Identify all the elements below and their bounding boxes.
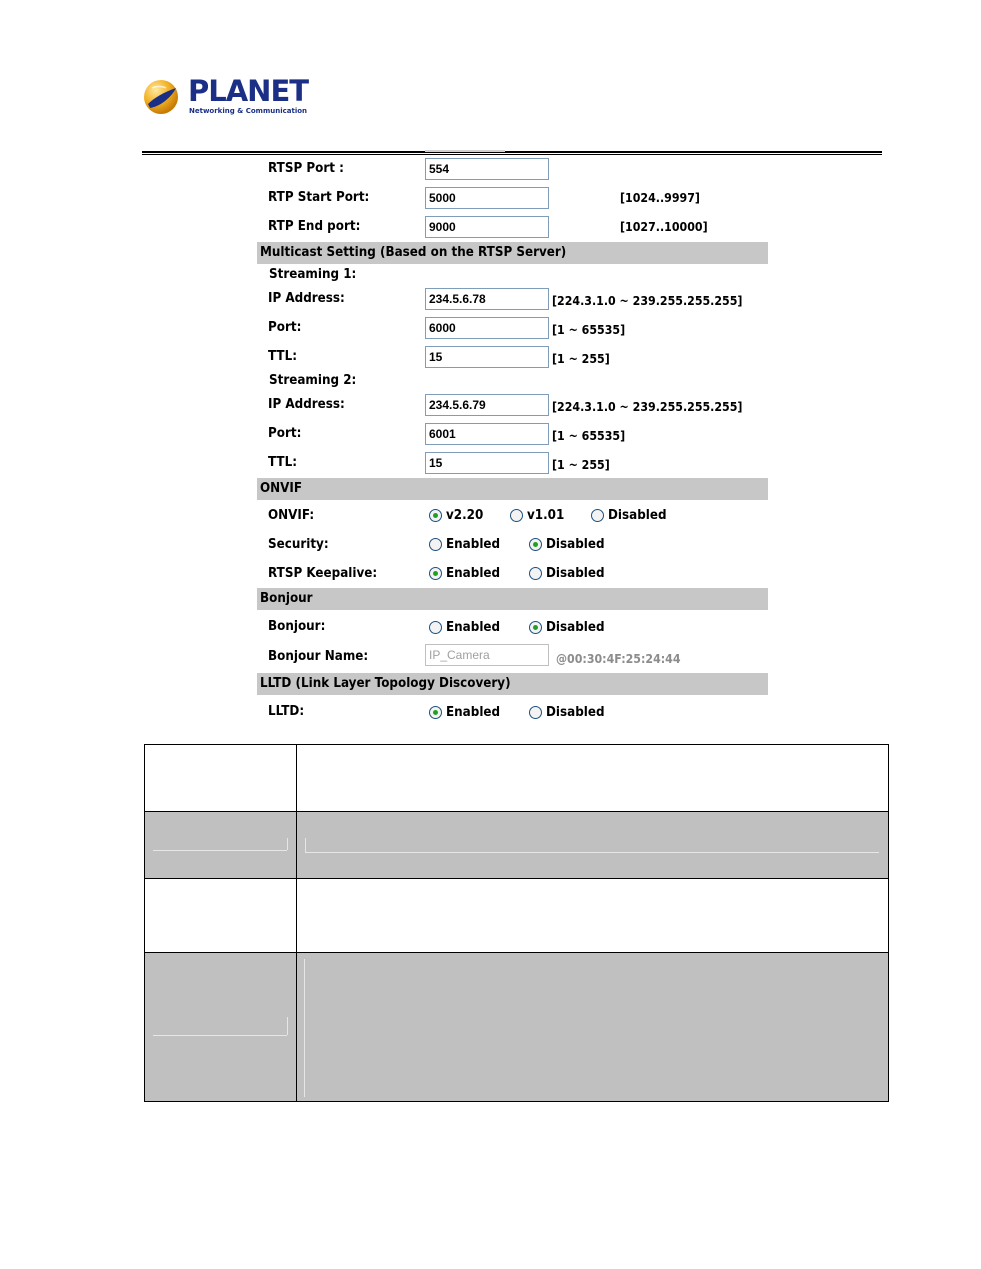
cropped-content-edge bbox=[287, 1017, 288, 1035]
rtsp-port-label: RTSP Port : bbox=[268, 161, 344, 176]
brand-tagline: Networking & Communication bbox=[189, 107, 308, 115]
streaming-2-ip-range: [224.3.1.0 ~ 239.255.255.255] bbox=[552, 400, 743, 414]
cropped-content-edge bbox=[304, 959, 305, 1097]
bonjour-name-input[interactable] bbox=[425, 644, 549, 666]
table-cell-label bbox=[145, 879, 297, 952]
multicast-section-header bbox=[257, 242, 768, 264]
streaming-1-ttl-label: TTL: bbox=[268, 349, 298, 364]
cropped-content-edge bbox=[305, 838, 306, 852]
table-cell-label bbox=[145, 812, 297, 878]
streaming-2-port-input[interactable] bbox=[425, 423, 549, 445]
planet-logo bbox=[142, 74, 312, 122]
table-cell-label bbox=[145, 953, 297, 1101]
lltd-enabled-radio[interactable]: Enabled bbox=[429, 705, 505, 720]
brand-name: PLANET bbox=[188, 74, 309, 108]
radio-unselected-icon bbox=[429, 538, 442, 551]
rtsp-keepalive-label: RTSP Keepalive: bbox=[268, 566, 378, 581]
radio-selected-icon bbox=[529, 538, 542, 551]
bonjour-enabled-radio[interactable]: Enabled bbox=[429, 620, 505, 635]
streaming-2-label: Streaming 2: bbox=[269, 373, 357, 388]
security-enabled-radio[interactable]: Enabled bbox=[429, 537, 505, 552]
streaming-1-ttl-input[interactable] bbox=[425, 346, 549, 368]
rtp-start-port-label: RTP Start Port: bbox=[268, 190, 370, 205]
keepalive-enabled-radio[interactable]: Enabled bbox=[429, 566, 505, 581]
bonjour-name-suffix: @00:30:4F:25:24:44 bbox=[556, 652, 681, 666]
lltd-label: LLTD: bbox=[268, 704, 305, 719]
table-cell-label bbox=[145, 745, 297, 811]
keepalive-disabled-radio[interactable]: Disabled bbox=[529, 566, 610, 581]
table-row bbox=[145, 812, 888, 879]
bonjour-label: Bonjour: bbox=[268, 619, 326, 634]
streaming-2-ttl-range: [1 ~ 255] bbox=[552, 458, 610, 472]
streaming-settings-panel bbox=[257, 145, 768, 730]
bonjour-name-label: Bonjour Name: bbox=[268, 649, 369, 664]
security-disabled-radio[interactable]: Disabled bbox=[529, 537, 610, 552]
radio-unselected-icon bbox=[591, 509, 604, 522]
radio-selected-icon bbox=[429, 706, 442, 719]
rtp-start-port-input[interactable] bbox=[425, 187, 549, 209]
radio-unselected-icon bbox=[429, 621, 442, 634]
onvif-disabled-radio[interactable]: Disabled bbox=[591, 508, 672, 523]
onvif-section-header bbox=[257, 478, 768, 500]
streaming-1-ttl-range: [1 ~ 255] bbox=[552, 352, 610, 366]
rtp-end-port-label: RTP End port: bbox=[268, 219, 361, 234]
bonjour-section-title: Bonjour bbox=[260, 591, 313, 606]
cropped-field-edge bbox=[425, 150, 505, 152]
description-table bbox=[144, 744, 889, 1102]
streaming-2-ttl-input[interactable] bbox=[425, 452, 549, 474]
table-row bbox=[145, 879, 888, 953]
onvif-v220-radio[interactable]: v2.20 bbox=[429, 508, 487, 523]
rtp-end-port-range: [1027..10000] bbox=[620, 220, 708, 234]
rtp-start-port-range: [1024..9997] bbox=[620, 191, 700, 205]
streaming-2-port-label: Port: bbox=[268, 426, 302, 441]
streaming-1-label: Streaming 1: bbox=[269, 267, 357, 282]
streaming-2-ip-label: IP Address: bbox=[268, 397, 345, 412]
table-row bbox=[145, 953, 888, 1101]
streaming-1-ip-range: [224.3.1.0 ~ 239.255.255.255] bbox=[552, 294, 743, 308]
onvif-label: ONVIF: bbox=[268, 508, 315, 523]
rtp-end-port-input[interactable] bbox=[425, 216, 549, 238]
streaming-2-ttl-label: TTL: bbox=[268, 455, 298, 470]
radio-unselected-icon bbox=[510, 509, 523, 522]
lltd-section-header bbox=[257, 673, 768, 695]
cropped-content-line bbox=[153, 1035, 287, 1036]
rtsp-port-input[interactable] bbox=[425, 158, 549, 180]
streaming-1-ip-label: IP Address: bbox=[268, 291, 345, 306]
security-label: Security: bbox=[268, 537, 329, 552]
onvif-v101-radio[interactable]: v1.01 bbox=[510, 508, 568, 523]
onvif-section-title: ONVIF bbox=[260, 481, 303, 496]
radio-unselected-icon bbox=[529, 567, 542, 580]
bonjour-section-header bbox=[257, 588, 768, 610]
streaming-2-port-range: [1 ~ 65535] bbox=[552, 429, 626, 443]
cropped-content-edge bbox=[287, 838, 288, 850]
globe-logo-icon bbox=[142, 78, 180, 116]
streaming-1-port-label: Port: bbox=[268, 320, 302, 335]
bonjour-disabled-radio[interactable]: Disabled bbox=[529, 620, 610, 635]
radio-selected-icon bbox=[429, 509, 442, 522]
cropped-content-line bbox=[153, 850, 287, 851]
lltd-section-title: LLTD (Link Layer Topology Discovery) bbox=[260, 676, 511, 691]
radio-selected-icon bbox=[529, 621, 542, 634]
streaming-1-ip-input[interactable] bbox=[425, 288, 549, 310]
streaming-1-port-input[interactable] bbox=[425, 317, 549, 339]
table-row bbox=[145, 745, 888, 812]
streaming-1-port-range: [1 ~ 65535] bbox=[552, 323, 626, 337]
cropped-content-line bbox=[305, 852, 879, 853]
multicast-section-title: Multicast Setting (Based on the RTSP Server) bbox=[260, 245, 567, 260]
radio-selected-icon bbox=[429, 567, 442, 580]
radio-unselected-icon bbox=[529, 706, 542, 719]
lltd-disabled-radio[interactable]: Disabled bbox=[529, 705, 610, 720]
streaming-2-ip-input[interactable] bbox=[425, 394, 549, 416]
